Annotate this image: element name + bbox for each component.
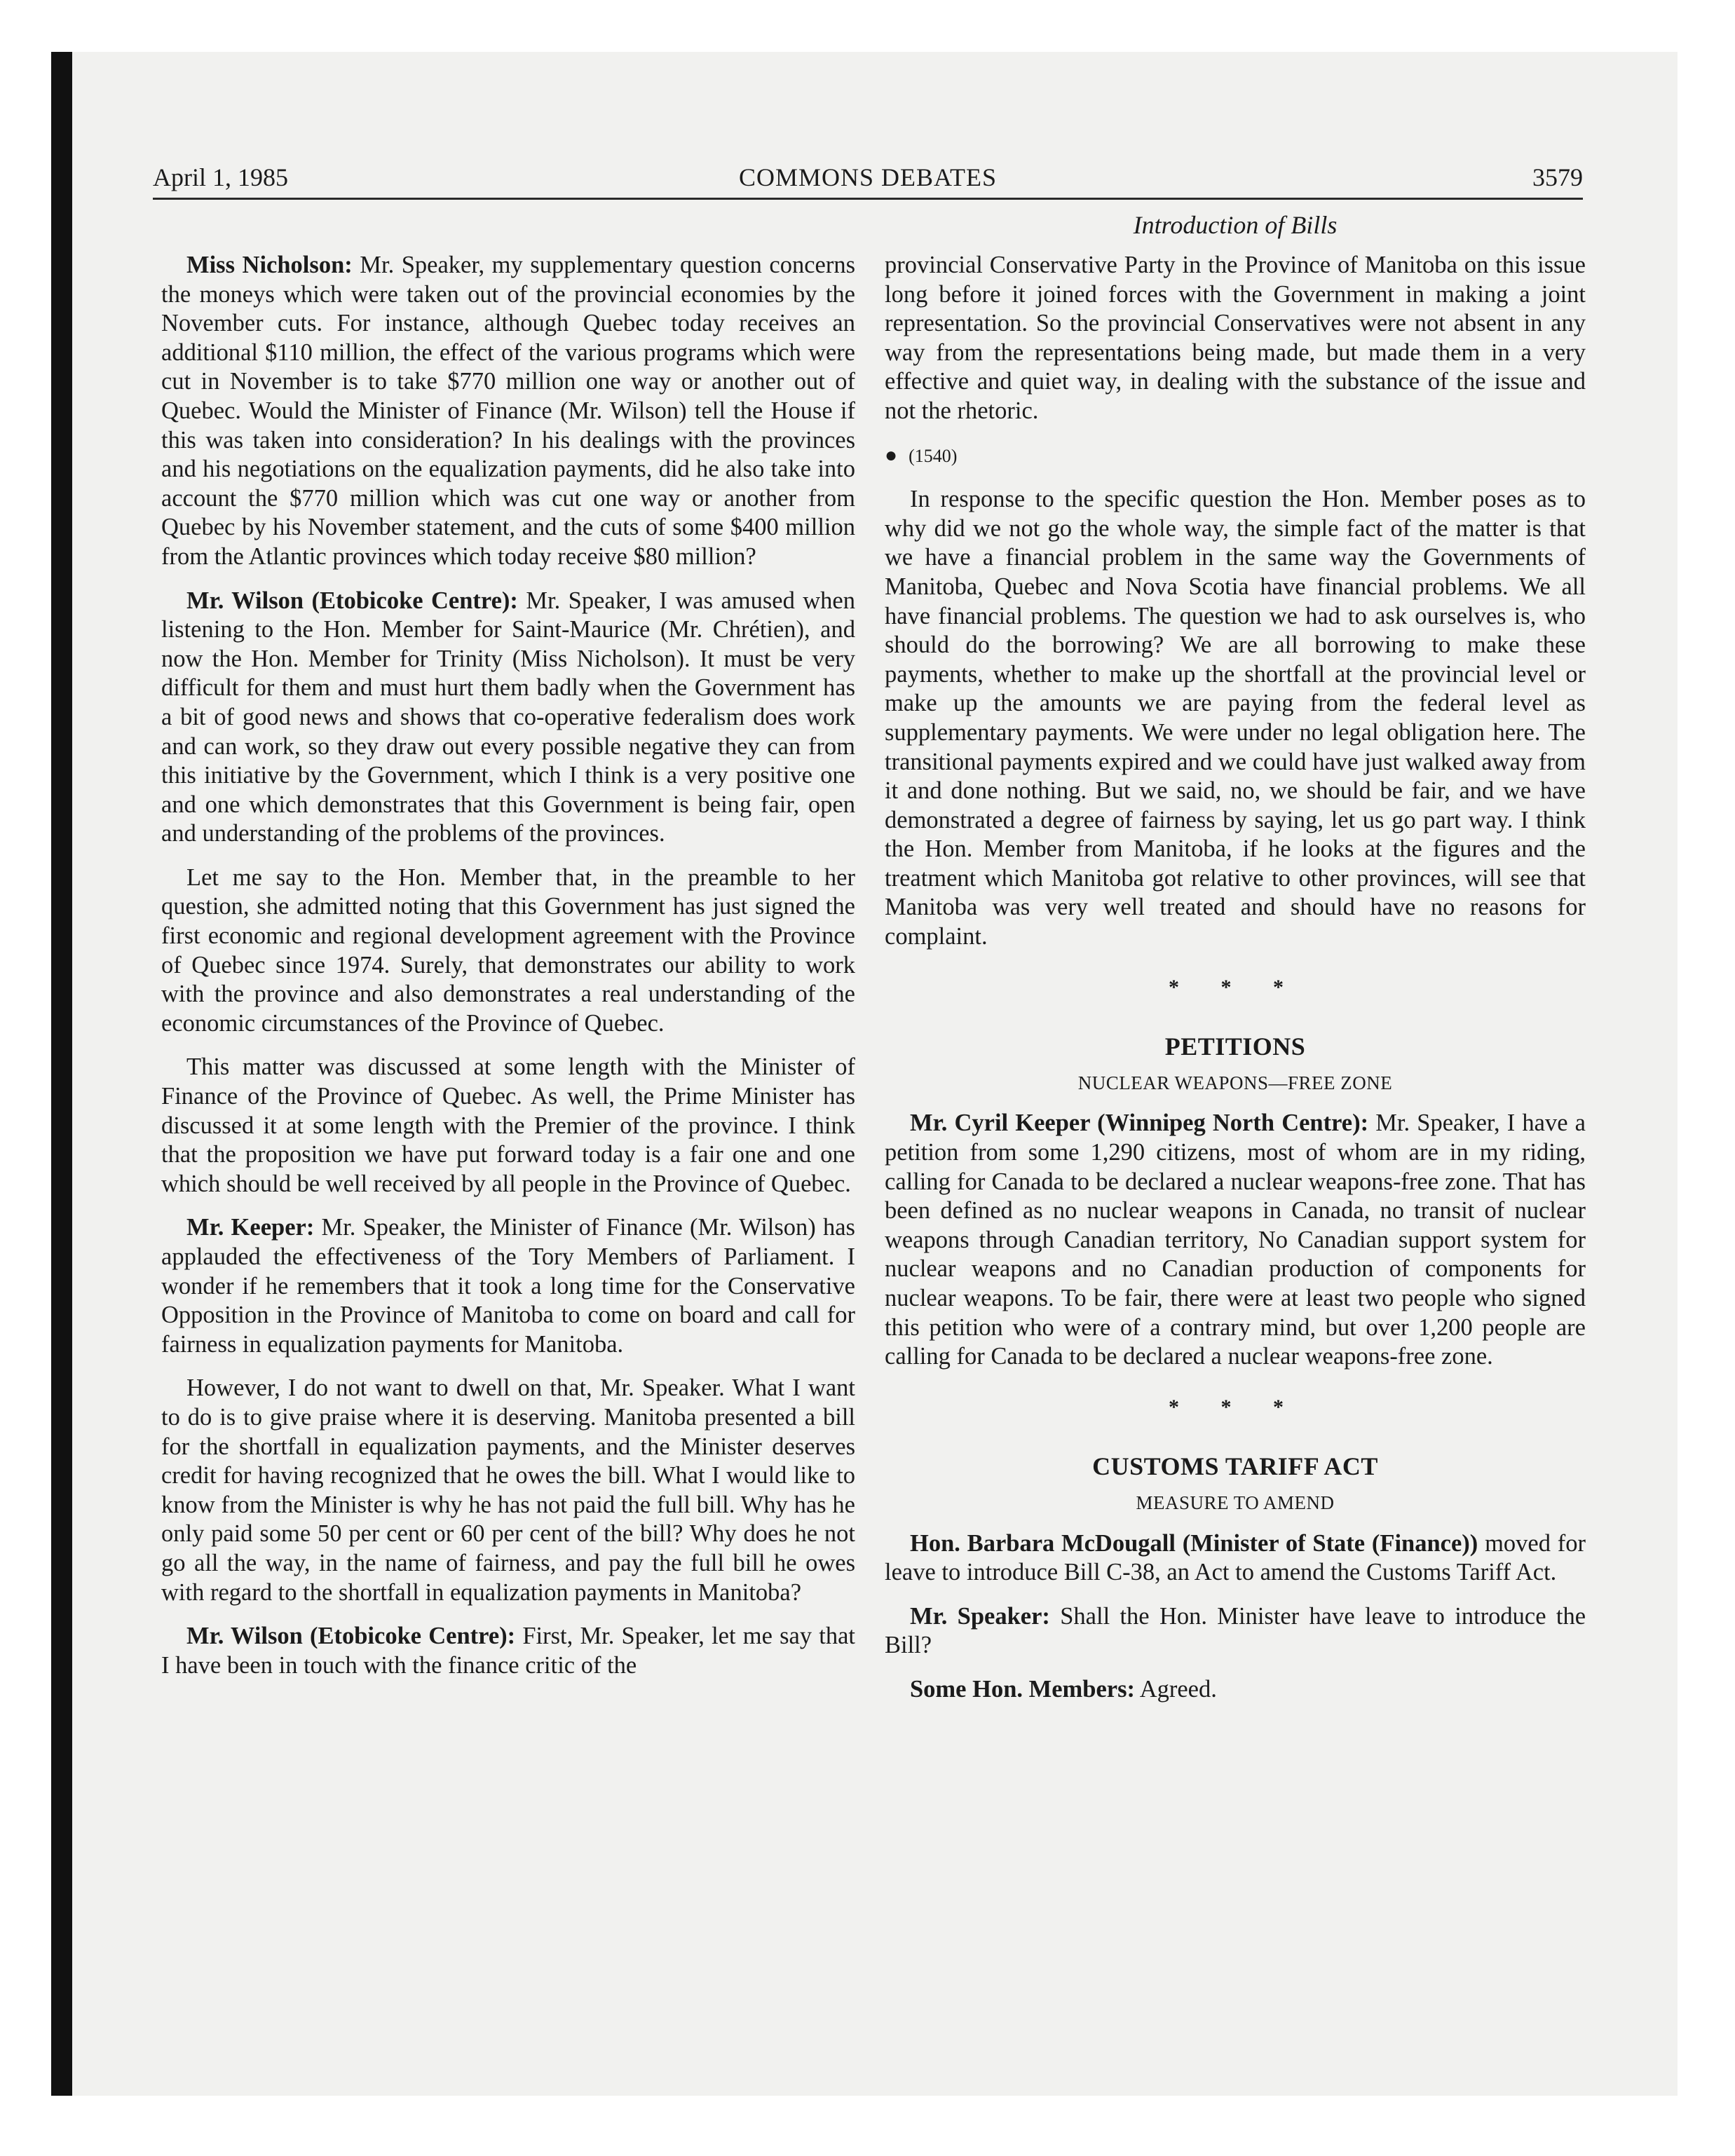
bullet-icon: ● [885,443,898,467]
speech-text: Agreed. [1134,1675,1217,1703]
section-title-petitions: PETITIONS [1164,1032,1306,1061]
speaker-name: Miss Nicholson: [186,252,353,278]
speech-text: Mr. Speaker, my supplementary question concerns the moneys which were taken out of the provincial economies by the November cuts. For instance, although Quebec today receives an additional $110 million, the effect of the various programs which were cut in November is to take $770 million one way or another out of Quebec. Would the Minister of Finance (Mr. Wilson) tell the House if this was taken into consideration? In his dealings with the provinces and his negotiations on the equalization payments, did he also take into account the $770 million which was cut one way or another from Quebec by his November statement, and the cuts of some $400 million from the Atlantic provinces which today receive $80 million? [161,252,856,570]
paragraph [161,251,855,572]
speaker-name: Mr. Cyril Keeper (Winnipeg North Centre): [910,1110,1369,1137]
paragraph [161,864,855,1039]
publication-title: COMMONS DEBATES [738,163,998,191]
left-column [161,251,855,1695]
speech-text: This matter was discussed at some length with the Minister of Finance of the Province of Quebec. As well, the Prime Minister has discussed it at some length with the Premier of the province. I think that the proposition we have put forward today is a fair one and one which should be well received by all people in the Province of Quebec. [161,1053,855,1197]
speaker-name: Mr. Wilson (Etobicoke Centre): [186,1623,516,1650]
speech-text: First, Mr. Speaker, let me say that I have been in touch with the finance critic of the [161,1623,855,1679]
paragraph [161,1622,855,1680]
paragraph [161,1213,855,1359]
continued-paragraph: provincial Conservative Party in the Province of Manitoba on this issue long before it joined forces with the Government in making a joint representation. So the provincial Conservatives were not absent in any way from the representations being made, but made them in a very effective and quiet way, in dealing with the substance of the issue and not the rhetoric. [885,252,1586,424]
speech-text: Mr. Speaker, I have a petition from some 1,290 citizens, most of whom are in my riding, calling for Canada to be declared a nuclear weapons-free zone. That has been defined as no nuclear weapons in Canada, no transit of nuclear weapons through Canadian territory, No Canadian support system for nuclear weapons and no Canadian production of components for nuclear weapons. To be fair, there were at least two people who signed this petition who were of a contrary mind, but over 1,200 people are calling for Canada to be declared a nuclear weapons-free zone. [885,1110,1586,1370]
section-separator: * * * [1169,1395,1302,1419]
section-subtitle: MEASURE TO AMEND [1136,1492,1335,1513]
paragraph [161,1374,855,1607]
speech-text: Mr. Speaker, the Minister of Finance (Mr. Wilson) has applauded the effectiveness of the Tory Members of Parliament. I wonder if he remembers that it took a long time for the Conservative Opposition in the Province of Manitoba to come on board and call for fairness in equalization payments for Manitoba. [161,1214,855,1358]
header-date: April 1, 1985 [153,163,288,191]
time-marker [885,441,1586,471]
section-separator: * * * [1169,975,1302,999]
binding-edge [51,52,72,2096]
paragraph [885,1675,1586,1705]
right-column [885,251,1586,1719]
speech-text: Mr. Speaker, I was amused when listening to the Hon. Member for Saint-Maurice (Mr. Chrétien), and now the Hon. Member for Trinity (Miss Nicholson). It must be very difficult for them and must hurt them badly when the Government has a bit of good news and shows that co-operative federalism does work and can work, so they draw out every possible negative they can from this initiative by the Government, which I think is a very positive one and one which demonstrates that this Government is being fair, open and understanding of the problems of the provinces. [161,587,855,847]
section-subtitle: NUCLEAR WEAPONS—FREE ZONE [1077,1072,1393,1093]
speaker-name: Hon. Barbara McDougall (Minister of State (Finance)) [910,1529,1478,1557]
paragraph [885,1602,1586,1660]
speaker-name: Mr. Keeper: [186,1214,315,1241]
time-marker-text: (1540) [909,445,958,466]
section-title-customs-tariff: CUSTOMS TARIFF ACT [1092,1452,1378,1481]
page-header [153,156,1583,200]
paragraph [885,1109,1586,1371]
paragraph [161,587,855,849]
page-number: 3579 [1532,163,1583,191]
speech-text: Shall the Hon. Minister have leave to introduce the Bill? [885,1602,1586,1659]
speaker-name: Some Hon. Members: [910,1675,1135,1703]
speaker-name: Mr. Wilson (Etobicoke Centre): [186,587,518,614]
speech-text: Let me say to the Hon. Member that, in the preamble to her question, she admitted noting that this Government has just signed the first economic and regional development agreement with the Province of Quebec since 1974. Surely, that demonstrates our ability to work with the province and also demonstrates a real understanding of the economic circumstances of the Province of Quebec. [161,864,855,1037]
paragraph: In response to the specific question the Hon. Member poses as to why did we not go the whole way, the simple fact of the matter is that we have a financial problem in the same way the Governments of Manitoba, Quebec and Nova Scotia have financial problems. We all have financial problems. The question we had to ask ourselves is, who should do the borrowing? We are all borrowing to make these payments, whether to make up the shortfall at the provincial level or make up the amounts we are paying from the federal level as supplementary payments. We were under no legal obligation here. The transitional payments expired and we could have just walked away from it and done nothing. But we said, no, we should be fair, and we have demonstrated a degree of fairness by saying, let us go part way. I think the Hon. Member from Manitoba, if he looks at the figures and the treatment which Manitoba got relative to other provinces, will see that Manitoba was very well treated and should have no reasons for complaint. [885,486,1586,950]
paragraph [161,1053,855,1199]
speaker-name: Mr. Speaker: [910,1602,1050,1630]
speech-text: However, I do not want to dwell on that, Mr. Speaker. What I want to do is to give praise where it is deserving. Manitoba presented a bill for the shortfall in equalization payments, and the Minister deserves credit for having recognized that he owes the bill. What I would like to know from the Minister is why he has not paid the full bill. Why has he only paid some 50 per cent or 60 per cent of the bill? Why does he not go all the way, in the name of fairness, and pay the full bill he owes with regard to the shortfall in equalization payments in Manitoba? [161,1374,855,1606]
speech-text: moved for leave to introduce Bill C-38, an Act to amend the Customs Tariff Act. [885,1529,1586,1586]
running-head: Introduction of Bills [1133,211,1338,239]
paragraph [885,1529,1586,1588]
